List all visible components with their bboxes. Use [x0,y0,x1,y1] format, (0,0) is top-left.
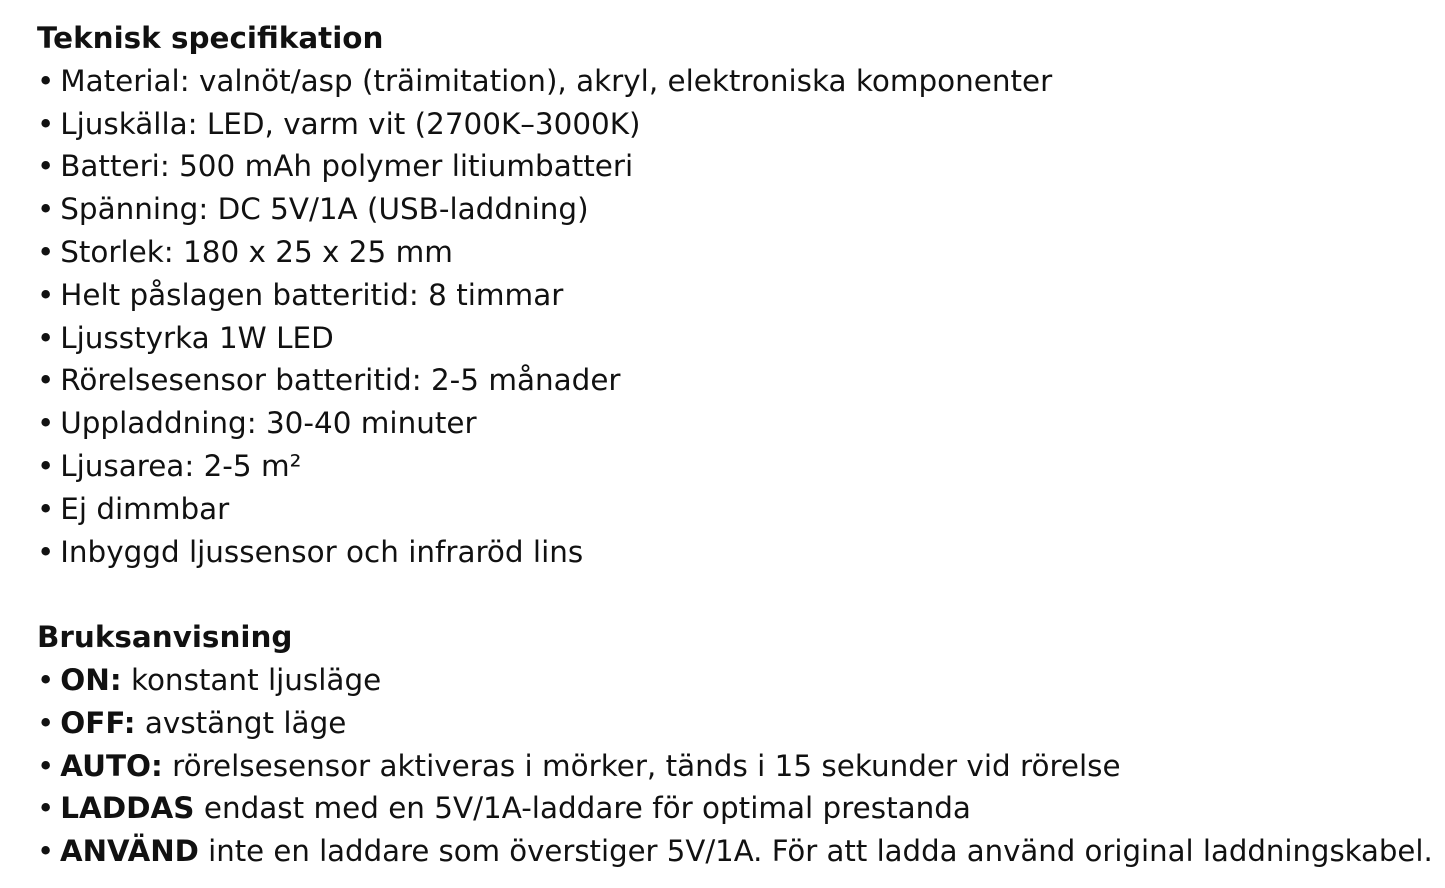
spec-item-text: Ljuskälla: LED, varm vit (2700K–3000K) [60,106,641,141]
usage-keyword: LADDAS [60,791,195,826]
spec-item-text: Ej dimmbar [60,491,230,526]
spec-item-text: Inbyggd ljussensor och infraröd lins [60,534,584,569]
spec-item [37,274,1437,317]
usage-keyword: AUTO: [60,748,163,783]
usage-item [37,702,1437,745]
bullet: • [37,277,55,312]
document [37,17,1437,873]
bullet: • [37,534,55,569]
spec-item-text: Storlek: 180 x 25 x 25 mm [60,234,453,269]
bullet: • [37,834,55,869]
usage-item-text: avstängt läge [135,705,347,740]
spec-item-text: Rörelsesensor batteritid: 2-5 månader [60,363,621,398]
spec-item [37,317,1437,360]
spec-item-text: Helt påslagen batteritid: 8 timmar [60,277,564,312]
bullet: • [37,662,55,697]
spec-item-text: Spänning: DC 5V/1A (USB-laddning) [60,192,589,227]
bullet: • [37,363,55,398]
spec-item-text: Batteri: 500 mAh polymer litiumbatteri [60,149,634,184]
usage-item [37,787,1437,830]
usage-item-text: inte en laddare som överstiger 5V/1A. För att ladda använd original laddningskabel. [198,834,1433,869]
bullet: • [37,149,55,184]
spec-item [37,359,1437,402]
bullet: • [37,705,55,740]
bullet: • [37,791,55,826]
usage-keyword: OFF: [60,705,136,740]
section-gap [37,573,1437,616]
usage-item-text: endast med en 5V/1A-laddare för optimal prestanda [194,791,971,826]
bullet: • [37,491,55,526]
spec-item [37,145,1437,188]
usage-heading: Bruksanvisning [37,620,293,655]
usage-keyword: ANVÄND [60,834,199,869]
spec-heading: Teknisk specifikation [37,21,384,55]
usage-item-text: rörelsesensor aktiveras i mörker, tänds i 15 sekunder vid rörelse [162,748,1121,783]
usage-item [37,659,1437,702]
bullet: • [37,106,55,141]
spec-item [37,531,1437,574]
spec-item [37,188,1437,231]
usage-item [37,830,1437,873]
spec-item [37,60,1437,103]
spec-item [37,103,1437,146]
usage-item-text: konstant ljusläge [121,662,382,697]
bullet: • [37,320,55,355]
spec-item-text: Ljusarea: 2-5 m² [60,448,302,483]
bullet: • [37,192,55,227]
spec-item [37,445,1437,488]
spec-item [37,231,1437,274]
bullet: • [37,748,55,783]
spec-item [37,488,1437,531]
usage-item [37,745,1437,788]
spec-item-text: Material: valnöt/asp (träimitation), akryl, elektroniska komponenter [60,63,1053,98]
bullet: • [37,63,55,98]
usage-keyword: ON: [60,662,122,697]
spec-item [37,402,1437,445]
spec-item-text: Uppladdning: 30-40 minuter [60,406,477,441]
bullet: • [37,234,55,269]
bullet: • [37,406,55,441]
bullet: • [37,448,55,483]
spec-item-text: Ljusstyrka 1W LED [60,320,334,355]
